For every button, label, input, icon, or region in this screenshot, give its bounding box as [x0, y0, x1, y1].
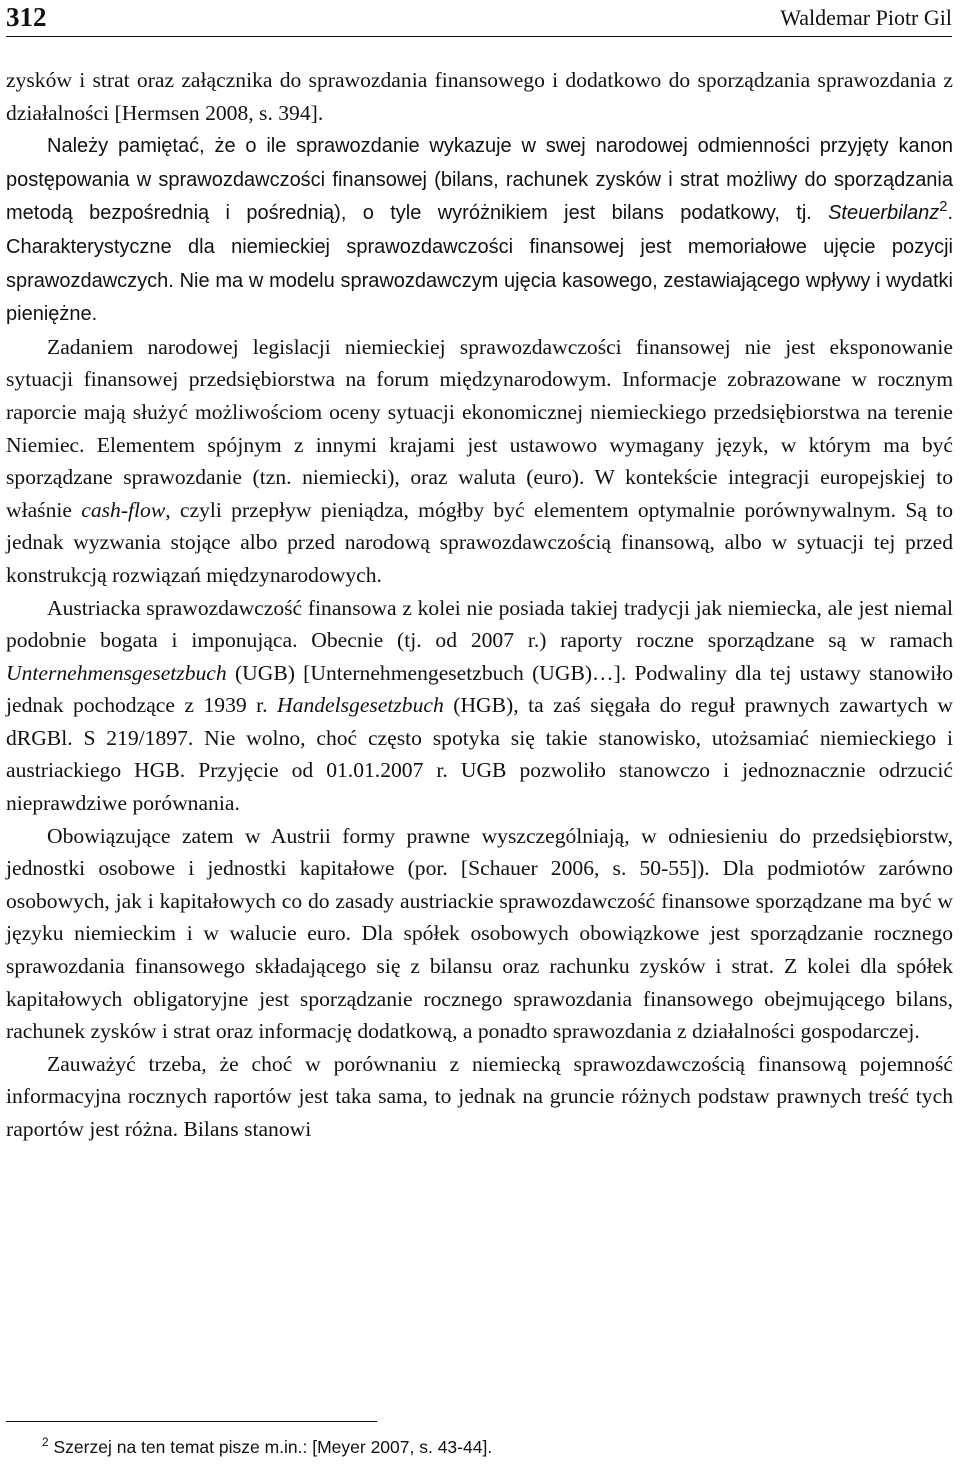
footnote-text: Szerzej na ten temat pisze m.in.: [Meyer 2007, s. 43-44].: [53, 1437, 493, 1457]
paragraph-2-italic-term: Steuerbilanz: [828, 202, 940, 225]
paragraph-3-text-a: Zadaniem narodowej legislacji niemieckiej sprawozdawczości finansowej nie jest eksponowanie sytuacji finansowej przedsiębiorstwa na forum międzynarodowym. Informacje zobrazowane w rocznym raporcie mają służyć możliwościom oceny sytuacji ekonomicznej niemieckiego przedsiębiorstwa na terenie Niemiec. Elementem spójnym z innymi krajami jest ustawowo wymagany język, w którym ma być sporządzane sprawozdanie (tzn. niemiecki), oraz waluta (euro). W kontekście integracji europejskiej to właśnie: [6, 334, 953, 522]
paragraph-1-text: zysków i strat oraz załącznika do sprawozdania finansowego i dodatkowo do sporządzania sprawozdania z działalności [Hermsen 2008, s. 394].: [6, 68, 953, 125]
footnote-separator: [6, 1421, 377, 1422]
paragraph-5-text: Obowiązujące zatem w Austrii formy prawne wyszczególniają, w odniesieniu do przedsiębiorstw, jednostki osobowe i jednostki kapitałowe (por. [Schauer 2006, s. 50-55]). Dla podmiotów zarówno osobowych, jak i kapitałowych co do zasady austriackie sprawozdawczość finansowe sporządzane ma być w języku niemieckim i w walucie euro. Dla spółek osobowych obowiązkowe jest sporządzanie rocznego sprawozdania finansowego składającego się z bilansu oraz rachunku zysków i strat. Z kolei dla spółek kapitałowych obligatoryjne jest sporządzanie rocznego sprawozdania finansowego obejmującego bilans, rachunek zysków i strat oraz informację dodatkową, a ponadto sprawozdania z działalności gospodarczej.: [6, 823, 953, 1044]
paragraph-4-text-b: (UGB) [Unternehmengesetzbuch (UGB)…]. Podwaliny dla tej ustawy stanowiło jednak pochodzące z 1939 r.: [6, 660, 953, 718]
footnote-reference: 2: [939, 199, 948, 216]
paragraph-3-text-b: , czyli przepływ pieniądza, mógłby być elementem optymalnie porównywalnym. Są to jednak wyzwania stojące albo przed narodową sprawozdawczością finansową, albo w sytuacji tej przed konstrukcją rozwiązań międzynarodowych.: [6, 497, 953, 587]
page-number: 312: [6, 2, 47, 32]
paragraph-4-italic-term-1: Unternehmensgesetzbuch: [6, 660, 227, 685]
footnote: [42, 1435, 942, 1459]
paragraph-2: [6, 129, 953, 331]
paragraph-4-text-a: Austriacka sprawozdawczość finansowa z kolei nie posiada takiej tradycji jak niemiecka, ale jest niemal podobnie bogata i imponująca. Obecnie (tj. od 2007 r.) raporty roczne sporządzane są w ramach: [6, 595, 953, 653]
paragraph-2-text-a: Należy pamiętać, że o ile sprawozdanie wykazuje w swej narodowej odmienności przyjęty kanon postępowania w sprawozdawczości finansowej (bilans, rachunek zysków i strat możliwy do sporządzania metodą bezpośrednią i pośrednią), o tyle wyróżnikiem jest bilans podatkowy, tj.: [6, 135, 953, 225]
paragraph-3-italic-term: cash-flow: [81, 497, 166, 522]
paragraph-1: [6, 64, 953, 129]
paragraph-4-text-c: (HGB), ta zaś sięgała do reguł prawnych zawartych w dRGBl. S 219/1897. Nie wolno, choć często spotyka się takie stanowisko, utożsamiać niemieckiego i austriackiego HGB. Przyjęcie od 01.01.2007 r. UGB pozwoliło stanowczo i jednoznacznie odrzucić nieprawdziwe porównania.: [6, 693, 953, 816]
footnote-number: 2: [42, 1435, 49, 1450]
paragraph-6-text: Zauważyć trzeba, że choć w porównaniu z niemiecką sprawozdawczością finansową pojemność informacyjna rocznych raportów jest taka sama, to jednak na gruncie różnych podstaw prawnych treść tych raportów jest różna. Bilans stanowi: [6, 1051, 953, 1141]
paragraph-3: [6, 331, 953, 592]
paragraph-4: [6, 592, 953, 820]
page-header: [6, 0, 952, 37]
running-head-author: Waldemar Piotr Gil: [780, 5, 952, 30]
body-text: [6, 64, 953, 1146]
paragraph-4-italic-term-2: Handelsgesetzbuch: [277, 693, 444, 718]
paragraph-5: [6, 820, 953, 1048]
paragraph-6: [6, 1048, 953, 1146]
paragraph-2-text-b: . Charakterystyczne dla niemieckiej sprawozdawczości finansowej jest memoriałowe ujęcie pozycji sprawozdawczych. Nie ma w modelu sprawozdawczym ujęcia kasowego, zestawiającego wpływy i wydatki pieniężne.: [6, 202, 953, 326]
